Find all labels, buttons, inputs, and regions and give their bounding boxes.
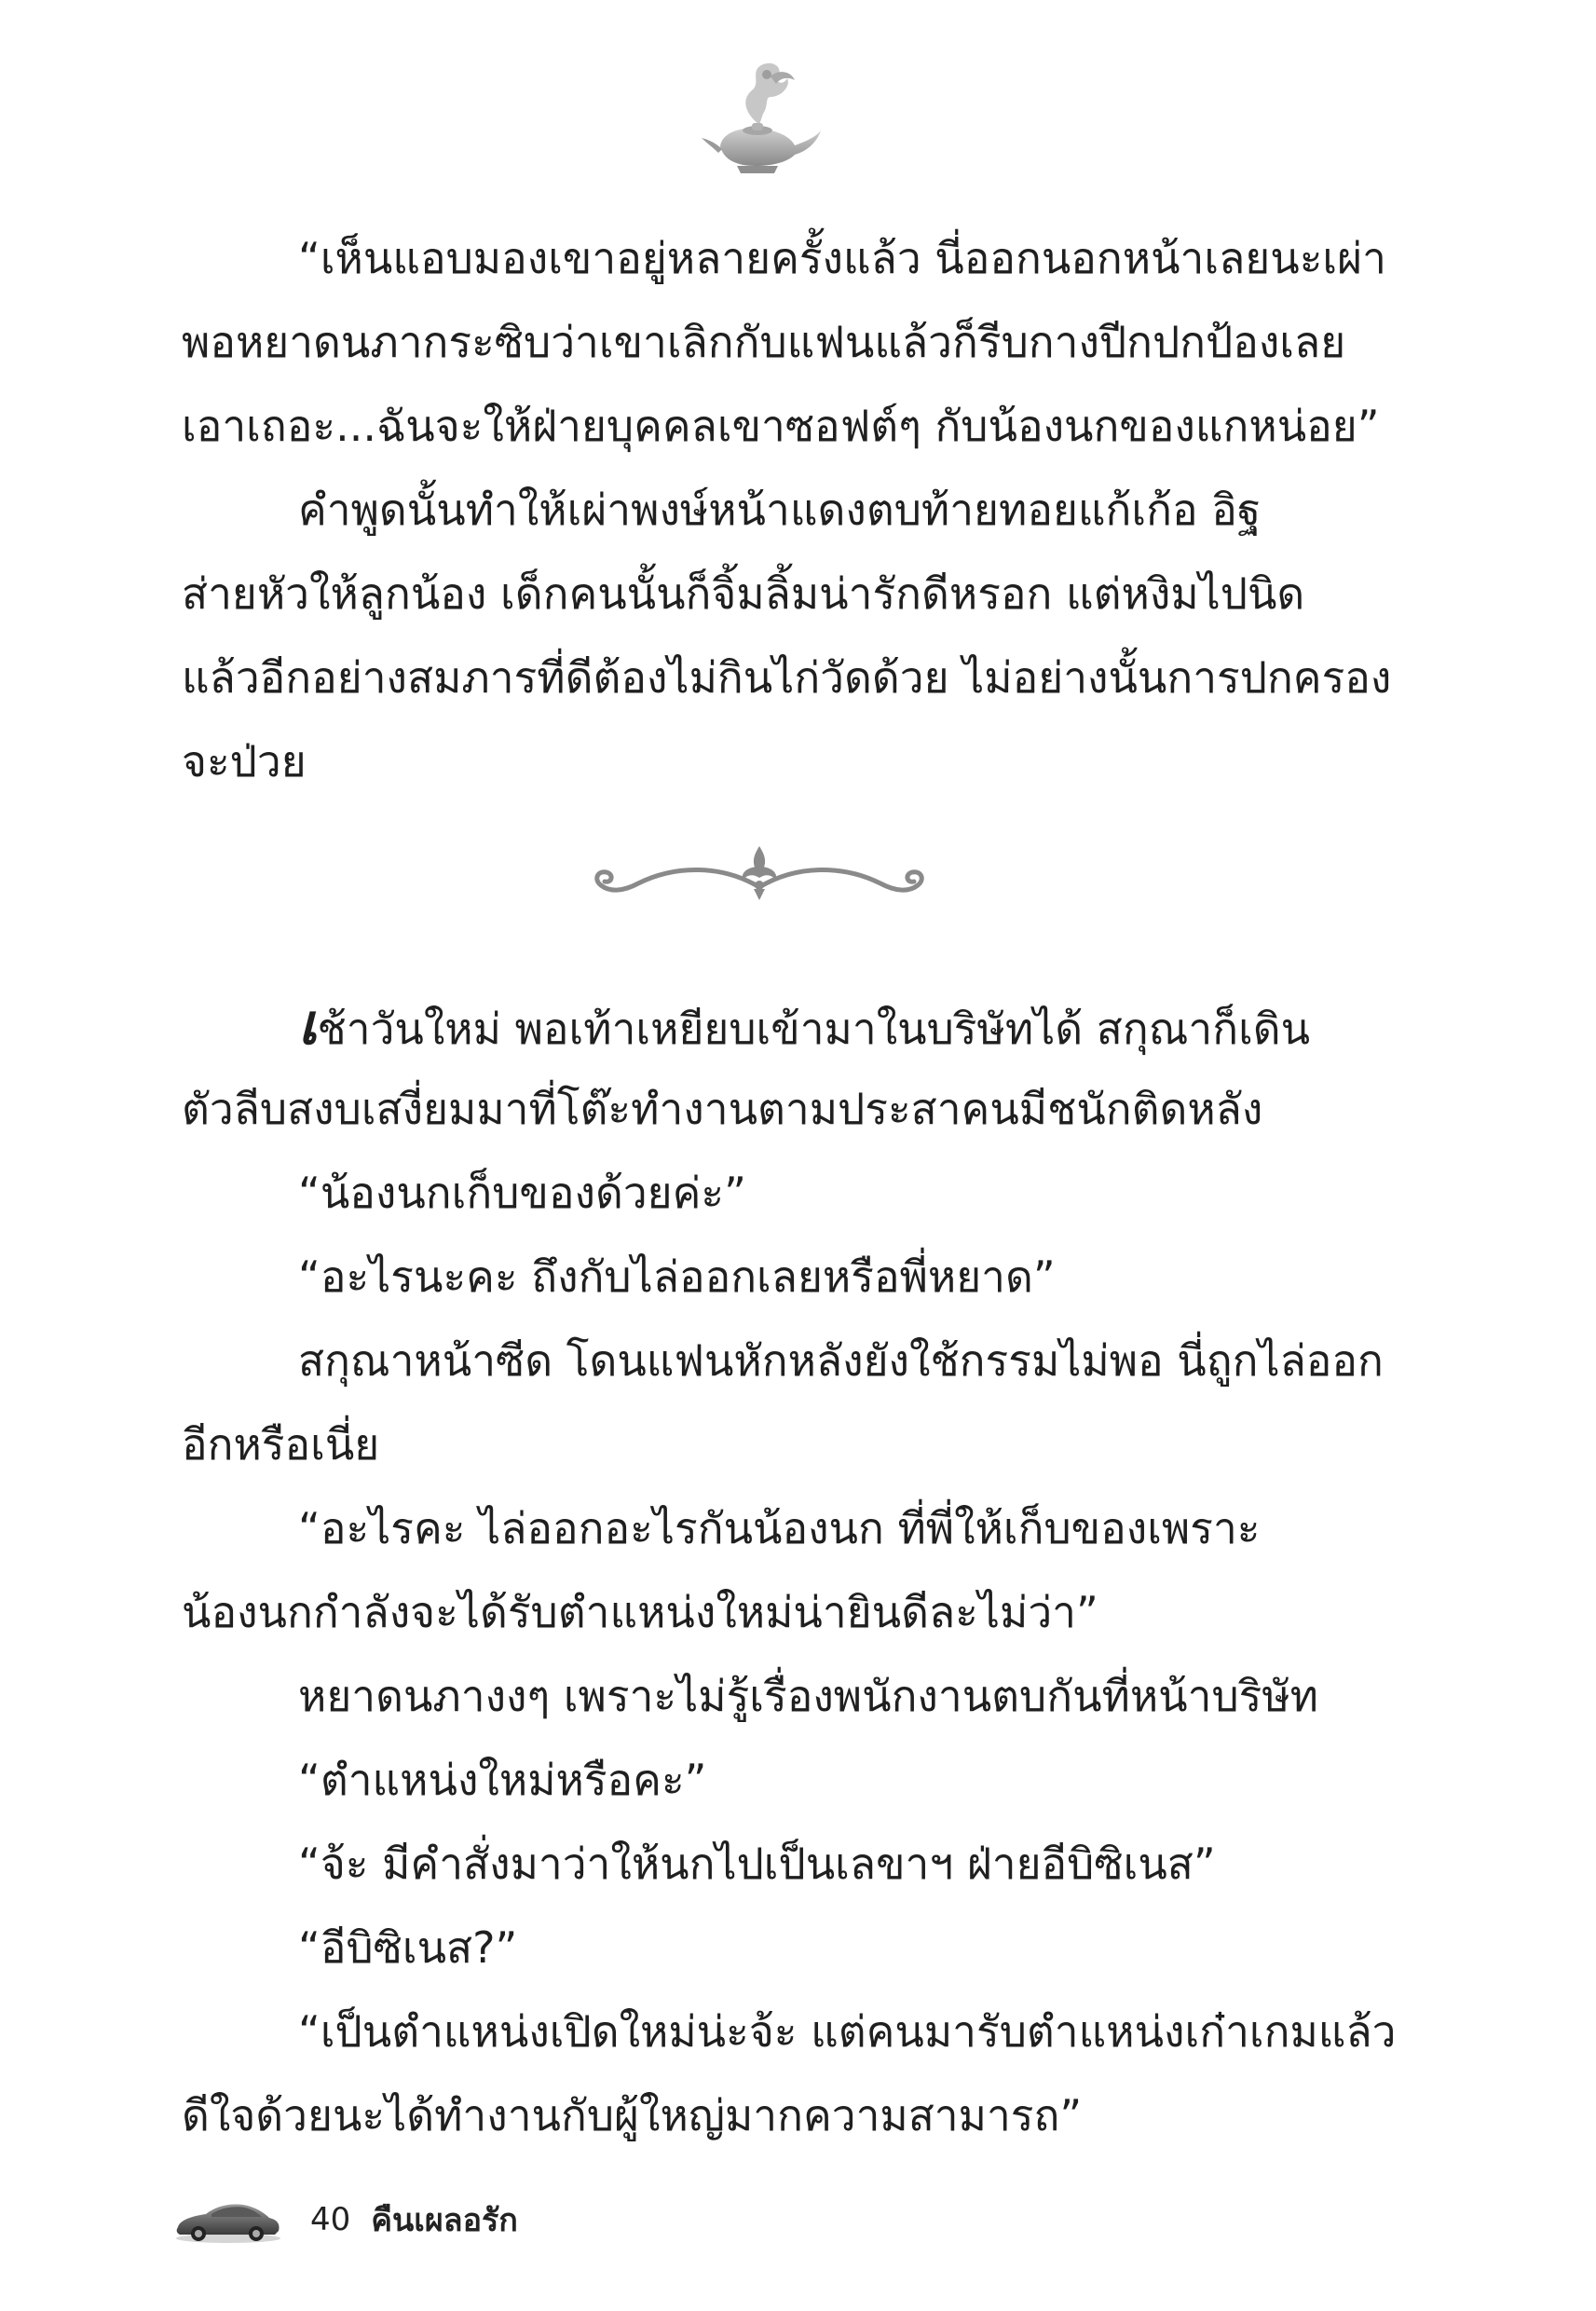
text-line: แล้วอีกอย่างสมภารที่ดีต้องไม่กินไก่วัดด้วย ไม่อย่างนั้นการปกครอง bbox=[182, 652, 1392, 703]
text-line: หยาดนภางงๆ เพราะไม่รู้เรื่องพนักงานตบกันที่หน้าบริษัท bbox=[298, 1671, 1318, 1721]
dropcap-letter: เ bbox=[298, 992, 318, 1058]
text-line: “อีบิซิเนส?” bbox=[298, 1922, 518, 1973]
text-line-with-dropcap bbox=[182, 983, 1328, 1067]
flourish-divider-icon bbox=[573, 839, 946, 913]
car-icon bbox=[172, 2195, 282, 2244]
text-line: สกุณาหน้าซีด โดนแฟนหักหลังยังใช้กรรมไม่พอ นี่ถูกไล่ออก bbox=[298, 1335, 1384, 1386]
page-footer bbox=[172, 2192, 518, 2248]
text-line: “อะไรคะ ไล่ออกอะไรกันน้องนก ที่พี่ให้เก็บของเพราะ bbox=[298, 1503, 1261, 1553]
text-line: “อะไรนะคะ ถึงกับไล่ออกเลยหรือพี่หยาด” bbox=[298, 1251, 1056, 1302]
paragraph-block-2 bbox=[182, 983, 1397, 2157]
text-line: “จ้ะ มีคำสั่งมาว่าให้นกไปเป็นเลขาฯ ฝ่ายอีบิซิเนส” bbox=[298, 1839, 1216, 1889]
text-line: พอหยาดนภากระซิบว่าเขาเลิกกับแฟนแล้วก็รีบกางปีกปกป้องเลย bbox=[182, 317, 1346, 367]
text-line: “ตำแหน่งใหม่หรือคะ” bbox=[298, 1755, 707, 1805]
text-line: คำพูดนั้นทำให้เผ่าพงษ์หน้าแดงตบท้ายทอยแก้เก้อ อิฐ bbox=[298, 485, 1262, 535]
text-line: ตัวลีบสงบเสงี่ยมมาที่โต๊ะทำงานตามประสาคนมีชนักติดหลัง bbox=[182, 1084, 1263, 1134]
text-line: “เห็นแอบมองเขาอยู่หลายครั้งแล้ว นี่ออกนอกหน้าเลยนะเผ่า bbox=[298, 233, 1386, 283]
text-line: ดีใจด้วยนะได้ทำงานกับผู้ใหญ่มากความสามารถ” bbox=[182, 2090, 1083, 2140]
genie-lamp-icon bbox=[694, 58, 825, 179]
text-line: น้องนกกำลังจะได้รับตำแหน่งใหม่น่ายินดีละไม่ว่า” bbox=[182, 1587, 1098, 1637]
text-line: ส่ายหัวให้ลูกน้อง เด็กคนนั้นก็จิ้มลิ้มน่ารักดีหรอก แต่หงิมไปนิด bbox=[182, 568, 1305, 619]
text-line: เอาเถอะ...ฉันจะให้ฝ่ายบุคคลเขาซอฟต์ๆ กับน้องนกของแกหน่อย” bbox=[182, 401, 1380, 451]
text-line-rest: ช้าวันใหม่ พอเท้าเหยียบเข้ามาในบริษัทได้ สกุณาก็เดิน bbox=[317, 1004, 1311, 1054]
text-line: อีกหรือเนี่ย bbox=[182, 1419, 380, 1470]
page-number: 40 bbox=[310, 2201, 351, 2238]
text-line: “น้องนกเก็บของด้วยค่ะ” bbox=[298, 1168, 746, 1218]
paragraph-block-1 bbox=[182, 216, 1392, 803]
book-title: คืนเผลอรัก bbox=[371, 2202, 518, 2239]
text-line: “เป็นตำแหน่งเปิดใหม่น่ะจ้ะ แต่คนมารับตำแหน่งเก๋าเกมแล้ว bbox=[298, 2006, 1397, 2057]
text-line: จะป่วย bbox=[182, 736, 307, 786]
